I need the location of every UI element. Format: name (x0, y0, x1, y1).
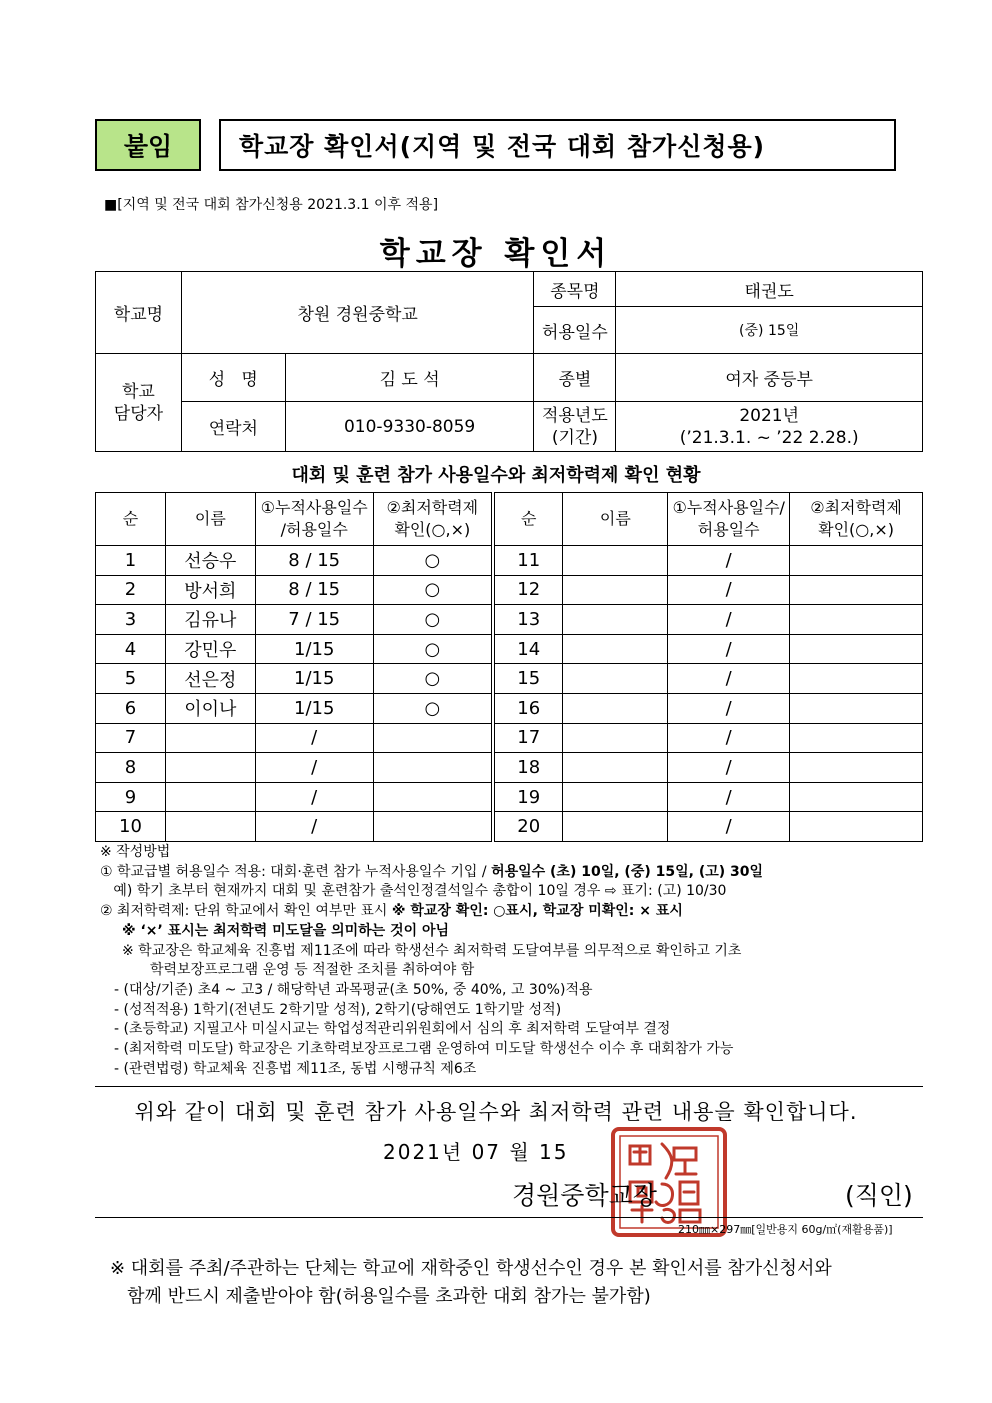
table-cell-no-r: 16 (493, 693, 563, 723)
note-1-bold: 허용일수 (초) 10일, (중) 15일, (고) 30일 (491, 863, 764, 880)
table-cell-days-r: / (668, 575, 790, 605)
table-cell-no-r: 18 (493, 753, 563, 783)
note-1 (100, 863, 926, 883)
table-row (96, 546, 923, 576)
table-cell-no-r: 14 (493, 634, 563, 664)
table-cell-name-r (563, 753, 668, 783)
table-row (96, 605, 923, 635)
table-cell-days-l: 1/15 (255, 634, 373, 664)
table-cell-chk-r (790, 812, 923, 842)
header-days: ①누적사용일수 /허용일수 (255, 493, 373, 546)
table-cell-name-l (165, 753, 255, 783)
confirm-statement: 위와 같이 대회 및 훈련 참가 사용일수와 최저학력 관련 내용을 확인합니다. (134, 1100, 858, 1124)
table-row (96, 693, 923, 723)
note-7: - (초등학교) 지필고사 미실시교는 학업성적관리위원회에서 심의 후 최저학력 도달여부 결정 (114, 1021, 671, 1038)
table-cell-days-l: 1/15 (255, 664, 373, 694)
note-8: - (최저학력 미도달) 학교장은 기초학력보장프로그램 운영하여 미도달 학생선수 이수 후 대회참가 가능 (114, 1041, 734, 1058)
table-cell-days-l: 7 / 15 (255, 605, 373, 635)
note-9: - (관련법령) 학교체육 진흥법 제11조, 동법 시행규칙 제6조 (114, 1060, 477, 1077)
table-cell-no-l: 6 (96, 693, 166, 723)
note-5: - (대상/기준) 초4 ~ 고3 / 해당학년 과목평균(초 50%, 중 40%, 고 30%)적용 (114, 981, 593, 998)
footer-note (110, 1255, 832, 1311)
table-cell-days-l: 8 / 15 (255, 575, 373, 605)
table-cell-chk-l: ○ (373, 575, 493, 605)
table-cell-days-r: / (668, 723, 790, 753)
note-1-text: ① 학교급별 허용일수 적용: 대회·훈련 참가 누적사용일수 기입 / (100, 863, 492, 880)
signer: 경원중학교장 (512, 1181, 657, 1210)
table-cell-days-l: / (255, 782, 373, 812)
table-cell-name-l: 선승우 (165, 546, 255, 576)
seal-label: (직인) (845, 1181, 913, 1210)
school-value: 창원 경원중학교 (181, 272, 534, 354)
table-cell-no-r: 12 (493, 575, 563, 605)
table-cell-chk-l: ○ (373, 664, 493, 694)
table-cell-no-l: 7 (96, 723, 166, 753)
header-check-right: ②최저학력제 확인(○,×) (790, 493, 923, 546)
table-cell-name-r (563, 782, 668, 812)
division-label: 종별 (534, 354, 616, 402)
note-2 (100, 902, 926, 922)
table-cell-no-l: 5 (96, 664, 166, 694)
table-cell-days-l: / (255, 753, 373, 783)
year-label: 적용년도 (기간) (534, 402, 616, 452)
table-cell-days-r: / (668, 782, 790, 812)
confirm-date: 2021년 07 월 15 (383, 1140, 569, 1164)
table-cell-chk-r (790, 605, 923, 635)
period-value: (’21.3.1. ~ ’22 2.28.) (679, 427, 859, 448)
table-cell-name-r (563, 693, 668, 723)
table-cell-days-l: 1/15 (255, 693, 373, 723)
division-value: 여자 중등부 (616, 354, 923, 402)
table-cell-no-r: 15 (493, 664, 563, 694)
note-4b: 학력보장프로그램 운영 등 적절한 조치를 취하여야 함 (150, 962, 475, 979)
notes-heading: ※ 작성방법 (100, 844, 171, 860)
table-cell-no-r: 11 (493, 546, 563, 576)
note-2-bold: ※ 학교장 확인: ○표시, 학교장 미확인: × 표시 (391, 903, 683, 920)
table-cell-chk-r (790, 753, 923, 783)
table-cell-name-r (563, 664, 668, 694)
name-value: 김 도 석 (285, 354, 534, 402)
table-cell-no-r: 19 (493, 782, 563, 812)
attachment-tag: 붙임 (95, 119, 201, 171)
notes-divider (95, 1086, 923, 1087)
table-cell-chk-r (790, 664, 923, 694)
contact-label: 연락처 (181, 402, 285, 452)
table-cell-days-r: / (668, 546, 790, 576)
table-row (96, 664, 923, 694)
sign-divider (95, 1217, 923, 1218)
table-cell-name-l: 선은정 (165, 664, 255, 694)
table-cell-name-l: 강민우 (165, 634, 255, 664)
table-cell-chk-r (790, 723, 923, 753)
header-check: ②최저학력제 확인(○,×) (373, 493, 493, 546)
table-row (96, 812, 923, 842)
note-6: - (성적적용) 1학기(전년도 2학기말 성적), 2학기(당해연도 1학기말 성적) (114, 1001, 562, 1018)
table-cell-days-r: / (668, 664, 790, 694)
table-cell-days-r: / (668, 753, 790, 783)
table-cell-days-r: / (668, 812, 790, 842)
manager-label: 학교 담당자 (96, 354, 182, 452)
table-cell-name-l: 이이나 (165, 693, 255, 723)
table-row (96, 634, 923, 664)
table-cell-days-l: / (255, 723, 373, 753)
table-cell-name-l (165, 782, 255, 812)
table-cell-days-r: / (668, 605, 790, 635)
year-cell (616, 402, 923, 452)
header-title: 학교장 확인서(지역 및 전국 대회 참가신청용) (219, 119, 896, 171)
table-cell-days-l: / (255, 812, 373, 842)
table-cell-no-l: 8 (96, 753, 166, 783)
table-cell-name-r (563, 723, 668, 753)
table-cell-name-l: 방서희 (165, 575, 255, 605)
table-cell-days-r: / (668, 634, 790, 664)
table-cell-no-l: 4 (96, 634, 166, 664)
note-3: ※ ‘×’ 표시는 최저학력 미도달을 의미하는 것이 아님 (122, 922, 450, 939)
document-title: 학교장 확인서 (379, 236, 613, 272)
allowed-days-label: 허용일수 (534, 307, 616, 354)
table-cell-no-r: 13 (493, 605, 563, 635)
table-cell-no-r: 17 (493, 723, 563, 753)
table-cell-name-r (563, 634, 668, 664)
table-cell-chk-r (790, 782, 923, 812)
status-rows (96, 546, 923, 842)
table-cell-chk-r (790, 546, 923, 576)
status-title: 대회 및 훈련 참가 사용일수와 최저학력제 확인 현황 (291, 465, 701, 486)
note-2-text: ② 최저학력제: 단위 학교에서 확인 여부만 표시 (100, 903, 392, 920)
table-cell-no-l: 10 (96, 812, 166, 842)
table-cell-chk-l (373, 782, 493, 812)
table-cell-no-l: 3 (96, 605, 166, 635)
status-table (95, 492, 923, 842)
header-seq-right: 순 (493, 493, 563, 546)
header-name: 이름 (165, 493, 255, 546)
applicability-note: ■[지역 및 전국 대회 참가신청용 2021.3.1 이후 적용] (104, 197, 439, 213)
table-cell-chk-l: ○ (373, 634, 493, 664)
year-value: 2021년 (739, 405, 800, 426)
table-cell-chk-l: ○ (373, 605, 493, 635)
writing-notes (100, 843, 926, 1079)
table-cell-no-r: 20 (493, 812, 563, 842)
note-4a: ※ 학교장은 학교체육 진흥법 제11조에 따라 학생선수 최저학력 도달여부를 의무적으로 확인하고 기초 (122, 942, 742, 959)
event-value: 태권도 (616, 272, 923, 307)
table-cell-chk-l (373, 753, 493, 783)
footer-line-2: 함께 반드시 제출받아야 함(허용일수를 초과한 대회 참가는 불가함) (110, 1286, 651, 1307)
table-row (96, 782, 923, 812)
table-cell-chk-l (373, 812, 493, 842)
table-cell-chk-l: ○ (373, 546, 493, 576)
table-cell-days-l: 8 / 15 (255, 546, 373, 576)
header-name-right: 이름 (563, 493, 668, 546)
table-cell-chk-r (790, 634, 923, 664)
note-1-example: 예) 학기 초부터 현재까지 대회 및 훈련참가 출석인정결석일수 총합이 10일 경우 ⇨ 표기: (고) 10/30 (100, 883, 727, 900)
paper-spec: 210㎜×297㎜[일반용지 60g/㎡(재활용품)] (678, 1223, 893, 1236)
table-row (96, 753, 923, 783)
info-table (95, 271, 923, 452)
allowed-days-value: (중) 15일 (616, 307, 923, 354)
table-cell-name-r (563, 575, 668, 605)
footer-line-1: ※ 대회를 주최/주관하는 단체는 학교에 재학중인 학생선수인 경우 본 확인서를 참가신청서와 (110, 1258, 832, 1279)
table-row (96, 723, 923, 753)
table-cell-name-r (563, 546, 668, 576)
name-label: 성 명 (181, 354, 285, 402)
header-seq: 순 (96, 493, 166, 546)
event-label: 종목명 (534, 272, 616, 307)
table-row (96, 575, 923, 605)
table-cell-no-l: 2 (96, 575, 166, 605)
table-cell-no-l: 9 (96, 782, 166, 812)
table-cell-no-l: 1 (96, 546, 166, 576)
table-cell-chk-r (790, 693, 923, 723)
school-label: 학교명 (96, 272, 182, 354)
table-cell-name-l (165, 812, 255, 842)
table-cell-chk-r (790, 575, 923, 605)
table-cell-name-l (165, 723, 255, 753)
table-cell-days-r: / (668, 693, 790, 723)
contact-value: 010-9330-8059 (285, 402, 534, 452)
header-days-right: ①누적사용일수/ 허용일수 (668, 493, 790, 546)
table-cell-chk-l: ○ (373, 693, 493, 723)
table-cell-chk-l (373, 723, 493, 753)
table-cell-name-r (563, 812, 668, 842)
table-cell-name-r (563, 605, 668, 635)
table-cell-name-l: 김유나 (165, 605, 255, 635)
